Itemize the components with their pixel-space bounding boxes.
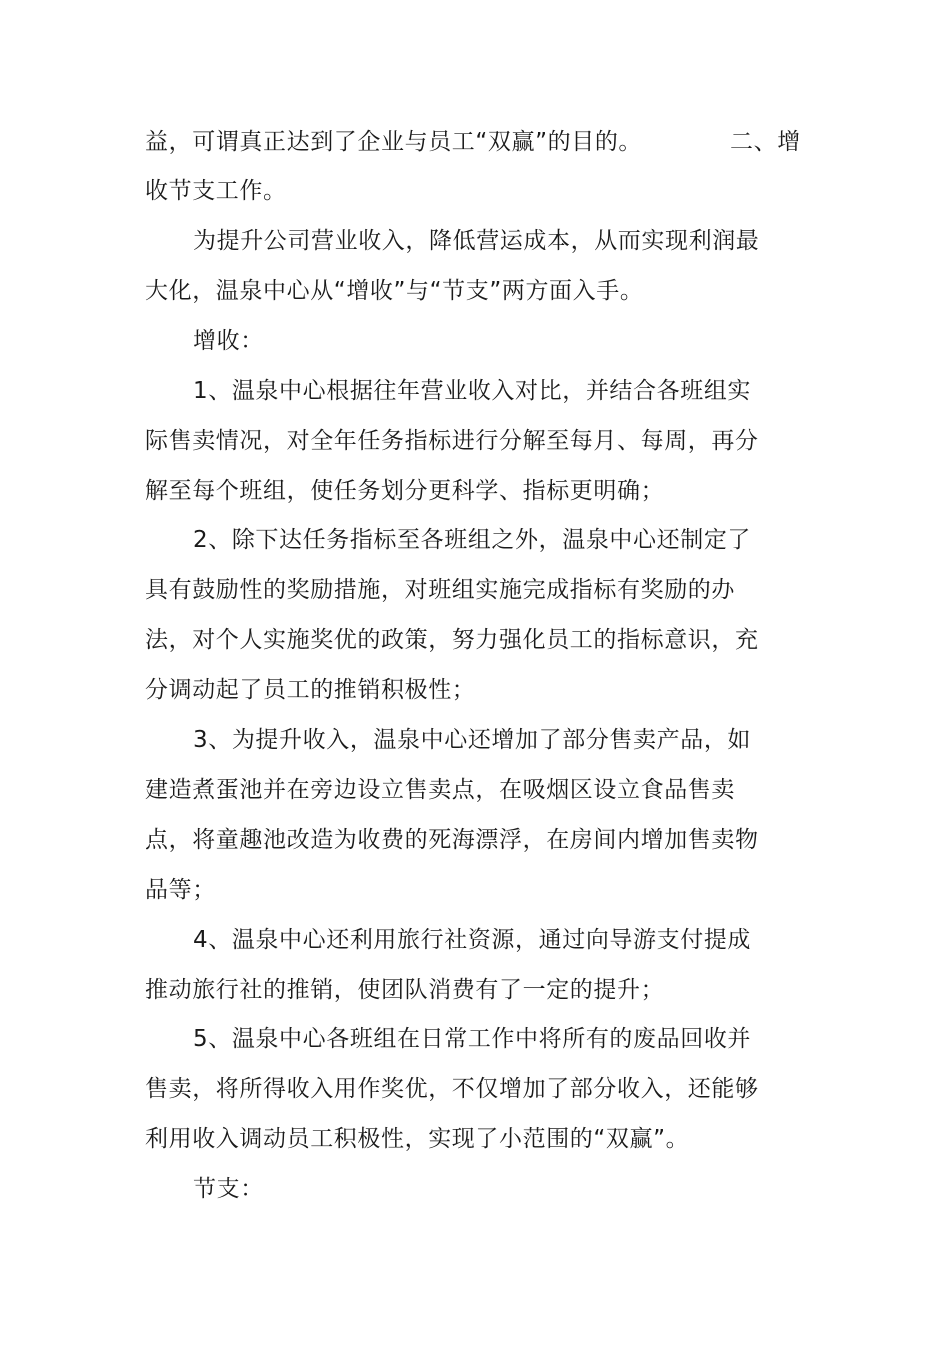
- paragraph-start: 为提升公司营业收入，降低营运成本，从而实现利润最: [193, 228, 760, 254]
- text-line: 推动旅行社的推销，使团队消费有了一定的提升；: [145, 977, 665, 1003]
- section-heading-fragment: 二、增: [730, 129, 801, 155]
- list-item-2: 2、除下达任务指标至各班组之外，温泉中心还制定了: [193, 527, 752, 553]
- subheading-jiezhi: 节支：: [193, 1176, 264, 1202]
- text-line: 解至每个班组，使任务划分更科学、指标更明确；: [145, 478, 665, 504]
- text-line: 大化，温泉中心从“增收”与“节支”两方面入手。: [145, 278, 644, 304]
- list-item-4: 4、温泉中心还利用旅行社资源，通过向导游支付提成: [193, 927, 752, 953]
- list-item-1: 1、温泉中心根据往年营业收入对比，并结合各班组实: [193, 378, 752, 404]
- list-item-5: 5、温泉中心各班组在日常工作中将所有的废品回收并: [193, 1026, 752, 1052]
- text-line: 利用收入调动员工积极性，实现了小范围的“双赢”。: [145, 1126, 690, 1152]
- text-line: 分调动起了员工的推销积极性；: [145, 677, 476, 703]
- text-line-1: 益，可谓真正达到了企业与员工“双赢”的目的。: [145, 129, 643, 155]
- text-line: 售卖，将所得收入用作奖优，不仅增加了部分收入，还能够: [145, 1076, 759, 1102]
- text-line-2: 收节支工作。: [145, 178, 287, 204]
- text-line: 际售卖情况，对全年任务指标进行分解至每月、每周，再分: [145, 428, 759, 454]
- list-item-3: 3、为提升收入，温泉中心还增加了部分售卖产品，如: [193, 727, 752, 753]
- text-line: 品等；: [145, 877, 216, 903]
- text-line: 点，将童趣池改造为收费的死海漂浮，在房间内增加售卖物: [145, 827, 759, 853]
- subheading-zengshou: 增收：: [193, 328, 264, 354]
- text-line: 建造煮蛋池并在旁边设立售卖点，在吸烟区设立食品售卖: [145, 777, 735, 803]
- text-line: 法，对个人实施奖优的政策，努力强化员工的指标意识，充: [145, 627, 759, 653]
- text-line: 具有鼓励性的奖励措施，对班组实施完成指标有奖励的办: [145, 577, 735, 603]
